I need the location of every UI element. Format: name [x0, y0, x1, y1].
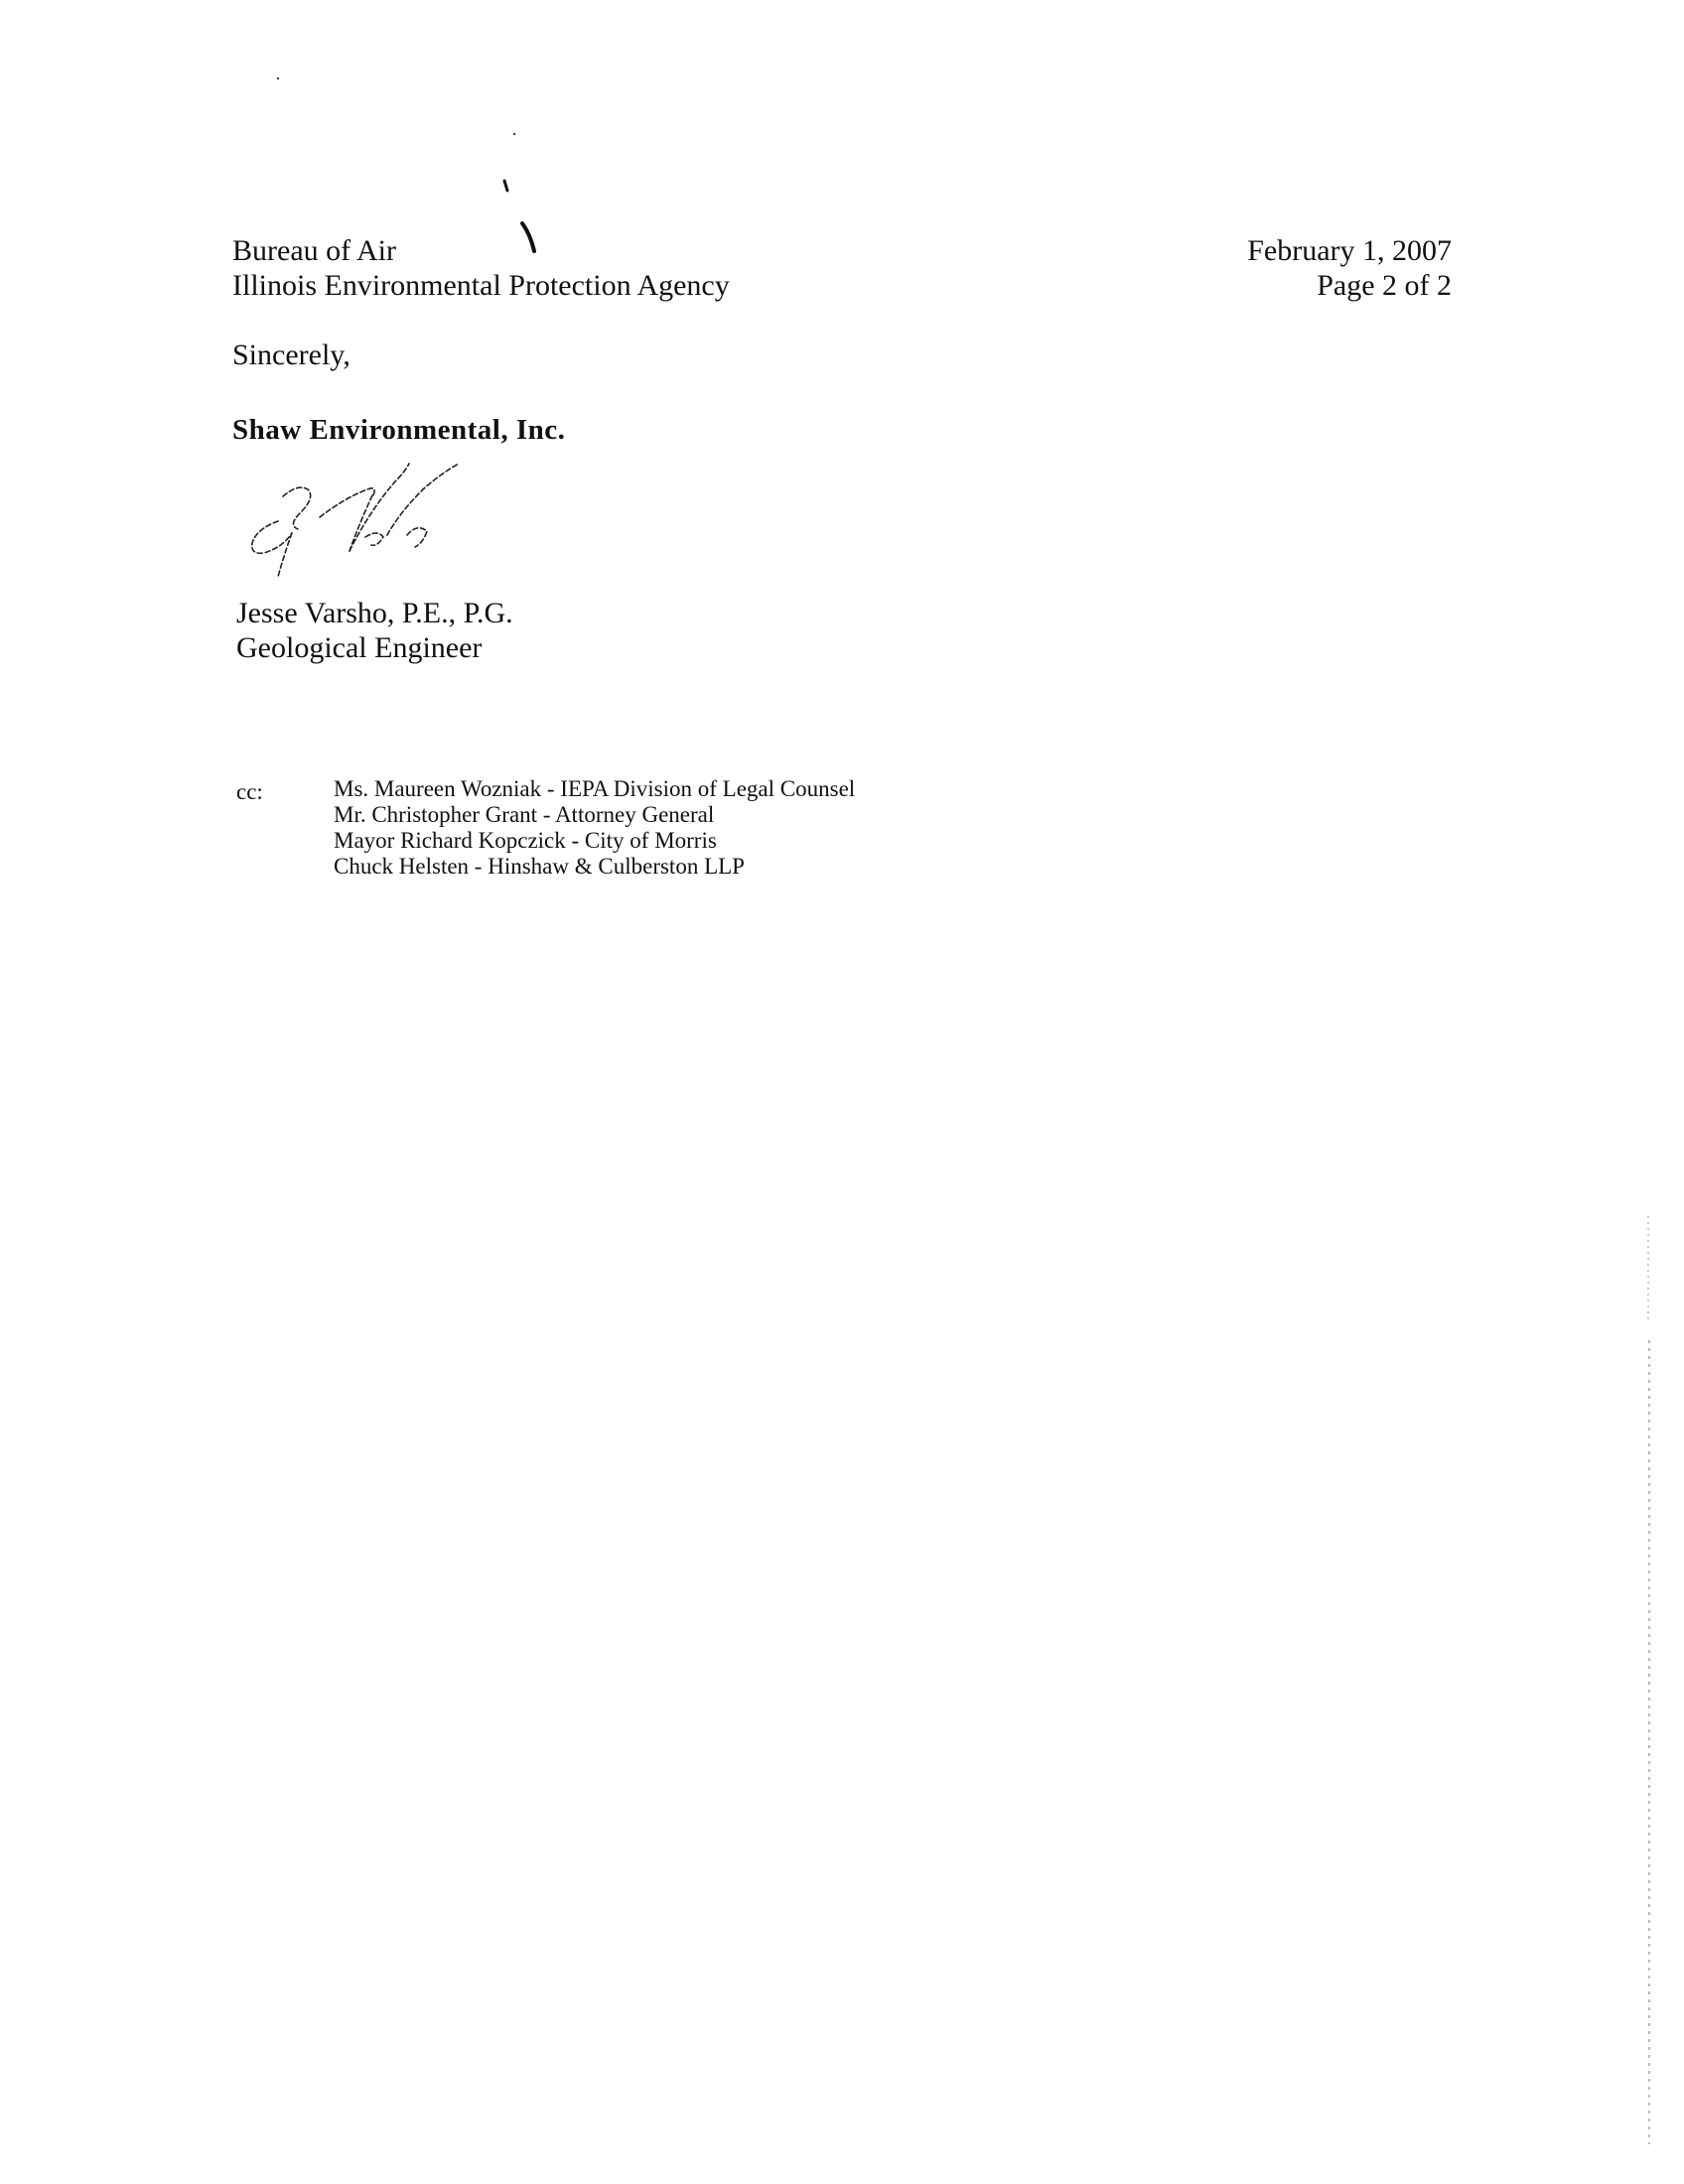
page-number: Page 2 of 2	[1317, 269, 1452, 302]
cc-label: cc:	[236, 779, 263, 804]
recipient-line-2: Illinois Environmental Protection Agency	[232, 269, 730, 302]
cc-recipient: Ms. Maureen Wozniak - IEPA Division of Legal Counsel	[334, 776, 856, 801]
cc-recipient: Chuck Helsten - Hinshaw & Culberston LLP	[334, 854, 745, 879]
cc-recipient: Mayor Richard Kopczick - City of Morris	[334, 828, 717, 853]
cc-recipient: Mr. Christopher Grant - Attorney General	[334, 802, 715, 827]
signer-name: Jesse Varsho, P.E., P.G.	[236, 597, 513, 629]
salutation: Sincerely,	[232, 339, 351, 371]
signer-title: Geological Engineer	[236, 631, 483, 664]
company-name: Shaw Environmental, Inc.	[232, 414, 566, 446]
recipient-line-1: Bureau of Air	[232, 234, 396, 267]
handwritten-signature	[228, 452, 526, 591]
letter-date: February 1, 2007	[1247, 234, 1452, 267]
